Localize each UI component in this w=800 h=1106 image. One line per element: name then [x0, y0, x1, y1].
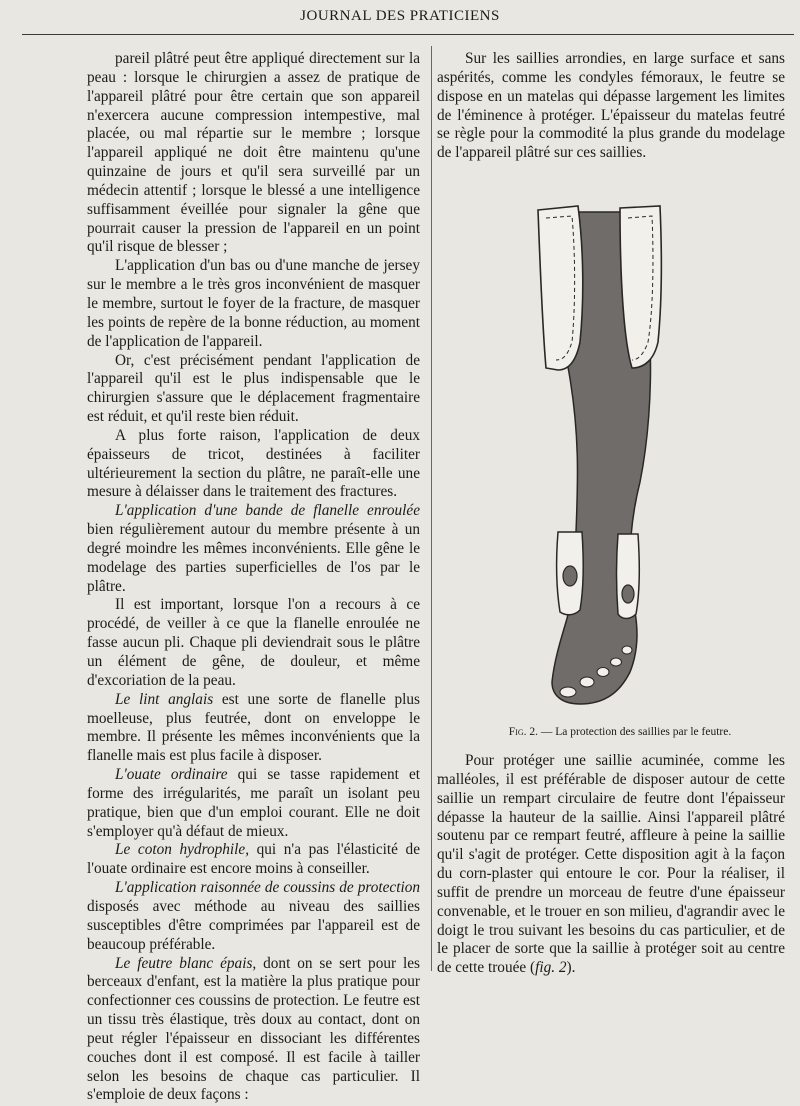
italic-term-coton: Le coton hydrophile,: [115, 841, 250, 859]
left-column: [87, 50, 420, 1105]
toe-nail-3: [597, 668, 609, 677]
running-header: JOURNAL DES PRATICIENS: [300, 8, 500, 24]
left-paragraph-5: [87, 502, 420, 596]
left-paragraph-1: pareil plâtré peut être appliqué directement sur la peau : lorsque le chirurgien a assez de pratique de l'appareil plâtré pour être certain que son appareil n'exercera aucune compression intempestive, mal placée, ou mal répartie sur le membre ; lorsque l'appareil appliqué ne doit être maintenu qu'une quinzaine de jours et qu'il sera surveillé par un médecin attentif ; lorsque le blessé a une intelligence suffisamment éveillée pour signaler la gêne que pourrait causer la pression de l'appareil en un point qu'il risque de blesser ;: [87, 50, 420, 256]
left-paragraph-9-text: qui n'a pas l'élasticité de l'ouate ordinaire est encore moins à conseiller.: [87, 841, 420, 878]
leg-felt-illustration: [520, 192, 690, 717]
left-paragraph-9: [87, 841, 420, 879]
left-paragraph-10: [87, 879, 420, 954]
toe-nail-1: [560, 687, 576, 697]
figure-label: Fig. 2.: [508, 726, 538, 738]
knee-felt-pad-left: [538, 206, 583, 370]
italic-term-lint: Le lint anglais: [115, 690, 214, 708]
italic-term-ouate: L'ouate ordinaire: [115, 766, 228, 784]
italic-term-feutre: Le feutre blanc épais,: [115, 954, 257, 972]
left-paragraph-2: L'application d'un bas ou d'une manche de jersey sur le membre a le très gros inconvénient de masquer le membre, surtout le foyer de la fracture, de masquer les points de repère de la bonne réduction, au moment de l'application de l'appareil.: [87, 257, 420, 350]
header-rule: [22, 34, 794, 35]
left-paragraph-11: [87, 955, 420, 1106]
toe-nail-2: [580, 677, 594, 687]
right-paragraph-2: [437, 752, 785, 978]
left-paragraph-7-text: est une sorte de flanelle plus moelleuse, plus feutrée, dont on enveloppe le membre. Il présente les mêmes inconvénients que la flanelle mais est plus facile à disposer.: [87, 690, 420, 765]
figure-reference: fig. 2: [535, 959, 567, 977]
right-column-bottom: [437, 752, 785, 978]
right-paragraph-1: Sur les saillies arrondies, en large surface et sans aspérités, comme les condyles fémoraux, le feutre se dispose en un matelas qui dépasse largement les limites de l'éminence à protéger. L'épaisseur du matelas feutré se règle pour la commodité la plus grande du modelage de l'appareil plâtré sur ces saillies.: [437, 50, 785, 162]
ankle-felt-ring-right: [617, 534, 640, 619]
column-divider: [431, 46, 432, 971]
knee-felt-pad-right: [620, 206, 661, 368]
right-paragraph-2-text: Pour protéger une saillie acuminée, comme les malléoles, il est préférable de disposer autour de cette saillie un rempart circulaire de feutre dont l'épaisseur dépasse la hauteur de la saillie. Ainsi l'appareil plâtré soutenu par ce rempart feutré, affleure à peine la saillie qu'il s'agit de protéger. Cette disposition agit à la façon du corn-plaster qui entoure le cor. Pour la réaliser, il suffit de prendre un morceau de feutre d'une épaisseur convenable, et le trouer en son milieu, d'agrandir avec le doigt le trou suivant les besoins du cas particulier, et de le placer de sorte que la saillie à protéger soit au centre de cette trouée (: [437, 752, 785, 977]
left-paragraph-8: [87, 766, 420, 841]
left-paragraph-4: A plus forte raison, l'application de deux épaisseurs de tricot, destinées à faciliter ultérieurement la section du plâtre, ne paraît-elle une mesure à délaisser dans le traitement des fractures.: [87, 426, 420, 501]
toe-nail-5: [622, 646, 632, 654]
left-paragraph-6: Il est important, lorsque l'on a recours à ce procédé, de veiller à ce que la flanelle enroulée ne fasse aucun pli. Chaque pli deviendrait sous le plâtre un élément de gêne, de douleur, et même d'excoriation de la peau.: [87, 596, 420, 689]
right-column-top: [437, 50, 785, 163]
left-paragraph-5-text: bien régulièrement autour du membre présente à un degré moindre les mêmes inconvénients. Elle gêne le modelage des parties superficielles de l'os par le plâtre.: [87, 521, 420, 595]
toe-nail-4: [611, 658, 622, 666]
left-paragraph-7: [87, 691, 420, 766]
italic-term-coussins: L'application raisonnée de coussins de protection: [115, 879, 420, 897]
left-paragraph-3: Or, c'est précisément pendant l'application de l'appareil qu'il est le plus indispensable que le chirurgien s'assure que le déplacement fragmentaire est réduit, et qu'il reste bien réduit.: [87, 351, 420, 426]
left-paragraph-11-text: dont on se sert pour les berceaux d'enfant, est la matière la plus pratique pour confectionner ces coussins de protection. Le feutre est un tissu très élastique, très doux au contact, dont on peut régler l'épaisseur en dissociant les différentes couches dont il est composé. Il est facile à tailler selon les besoins de chaque cas particulier. Il s'emploie de deux façons :: [87, 954, 420, 1104]
figure-caption: [470, 726, 770, 738]
right-paragraph-2-end: ).: [566, 959, 576, 977]
left-paragraph-8-text: qui se tasse rapidement et forme des irrégularités, me paraît un isolant peu pratique, bien que d'un emploi courant. Elle ne doit s'employer qu'à défaut de mieux.: [87, 766, 420, 840]
malleolus-hole-right: [622, 585, 634, 603]
malleolus-hole-left: [563, 566, 577, 586]
left-paragraph-10-text: disposés avec méthode au niveau des saillies susceptibles d'être comprimées par l'appareil est de beaucoup préférable.: [87, 897, 420, 953]
italic-term-flanelle: L'application d'une bande de flanelle enroulée: [115, 502, 420, 520]
figure-caption-text: — La protection des saillies par le feutre.: [538, 726, 732, 738]
